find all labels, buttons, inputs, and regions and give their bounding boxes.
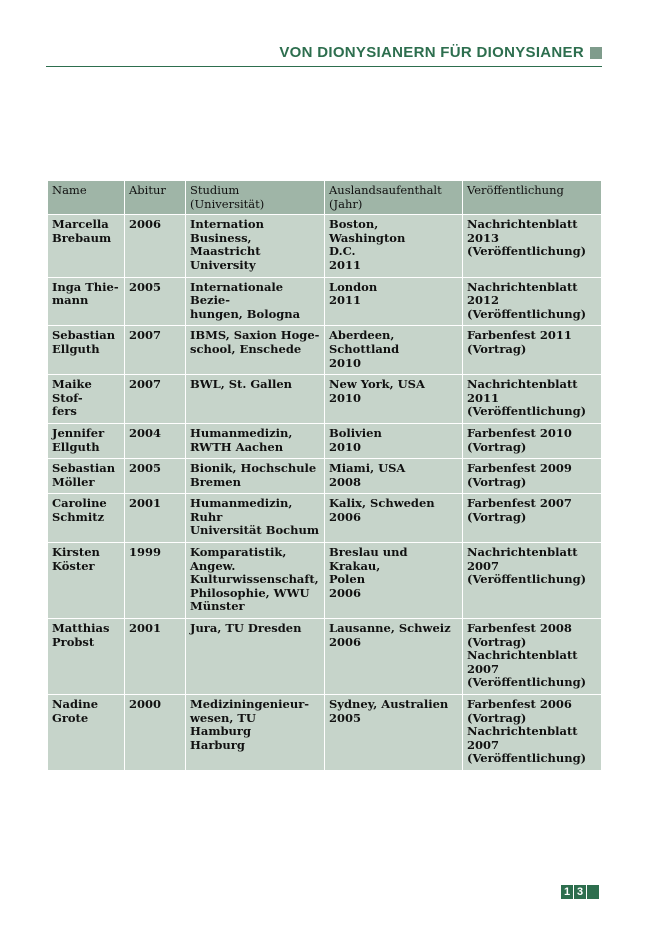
cell-name: Kirsten Köster xyxy=(48,543,125,619)
column-header-name: Name xyxy=(48,181,125,215)
cell-veroeffentlichung: Nachrichtenblatt 2007 (Veröffentlichung) xyxy=(463,543,602,619)
cell-studium: Komparatistik, Angew. Kulturwissenschaft, Philosophie, WWU Münster xyxy=(186,543,325,619)
cell-auslandsaufenthalt: Bolivien 2010 xyxy=(325,423,463,458)
table-row xyxy=(48,494,602,543)
page-number-marker xyxy=(587,885,599,899)
cell-studium: Jura, TU Dresden xyxy=(186,619,325,695)
cell-name: Caroline Schmitz xyxy=(48,494,125,543)
table-row xyxy=(48,695,602,771)
column-header-veroeffentlichung: Veröffentlichung xyxy=(463,181,602,215)
cell-studium: IBMS, Saxion Hoge- school, Enschede xyxy=(186,326,325,375)
cell-abitur: 2001 xyxy=(125,619,186,695)
table-row xyxy=(48,543,602,619)
cell-abitur: 2000 xyxy=(125,695,186,771)
cell-name: Matthias Probst xyxy=(48,619,125,695)
cell-name: Marcella Brebaum xyxy=(48,215,125,277)
cell-studium: Bionik, Hochschule Bremen xyxy=(186,459,325,494)
cell-veroeffentlichung: Nachrichtenblatt 2012 (Veröffentlichung) xyxy=(463,277,602,326)
cell-abitur: 2005 xyxy=(125,277,186,326)
header-rule xyxy=(46,66,602,67)
table-header-row xyxy=(48,181,602,215)
cell-auslandsaufenthalt: Breslau und Krakau, Polen 2006 xyxy=(325,543,463,619)
table-row xyxy=(48,619,602,695)
cell-name: Nadine Grote xyxy=(48,695,125,771)
table-row xyxy=(48,277,602,326)
header-title: VON DIONYSIANERN FÜR DIONYSIANER xyxy=(279,44,584,61)
cell-abitur: 2005 xyxy=(125,459,186,494)
cell-name: Inga Thie- mann xyxy=(48,277,125,326)
cell-name: Sebastian Ellguth xyxy=(48,326,125,375)
cell-studium: Mediziningenieur- wesen, TU Hamburg Harburg xyxy=(186,695,325,771)
header-square-marker xyxy=(590,47,602,59)
cell-auslandsaufenthalt: Boston, Washington D.C. 2011 xyxy=(325,215,463,277)
cell-studium: Internation Business, Maastricht University xyxy=(186,215,325,277)
table-row xyxy=(48,326,602,375)
cell-studium: BWL, St. Gallen xyxy=(186,375,325,424)
cell-abitur: 2007 xyxy=(125,375,186,424)
cell-abitur: 2007 xyxy=(125,326,186,375)
column-header-studium: Studium (Universität) xyxy=(186,181,325,215)
page-digit: 3 xyxy=(574,885,586,899)
table-row xyxy=(48,423,602,458)
running-header xyxy=(46,44,602,66)
cell-auslandsaufenthalt: Sydney, Australien 2005 xyxy=(325,695,463,771)
cell-veroeffentlichung: Farbenfest 2010 (Vortrag) xyxy=(463,423,602,458)
table-row xyxy=(48,215,602,277)
cell-abitur: 1999 xyxy=(125,543,186,619)
cell-studium: Humanmedizin, Ruhr Universität Bochum xyxy=(186,494,325,543)
cell-auslandsaufenthalt: Lausanne, Schweiz 2006 xyxy=(325,619,463,695)
cell-name: Sebastian Möller xyxy=(48,459,125,494)
cell-veroeffentlichung: Farbenfest 2008 (Vortrag) Nachrichtenblatt 2007 (Veröffentlichung) xyxy=(463,619,602,695)
cell-name: Jennifer Ellguth xyxy=(48,423,125,458)
cell-abitur: 2004 xyxy=(125,423,186,458)
cell-auslandsaufenthalt: Kalix, Schweden 2006 xyxy=(325,494,463,543)
alumni-table xyxy=(47,180,602,771)
cell-veroeffentlichung: Nachrichtenblatt 2011 (Veröffentlichung) xyxy=(463,375,602,424)
page-digit: 1 xyxy=(561,885,573,899)
table-row xyxy=(48,375,602,424)
cell-veroeffentlichung: Farbenfest 2009 (Vortrag) xyxy=(463,459,602,494)
page-number xyxy=(561,885,599,899)
cell-auslandsaufenthalt: New York, USA 2010 xyxy=(325,375,463,424)
column-header-auslandsaufenthalt: Auslandsaufenthalt (Jahr) xyxy=(325,181,463,215)
cell-abitur: 2001 xyxy=(125,494,186,543)
column-header-abitur: Abitur xyxy=(125,181,186,215)
cell-auslandsaufenthalt: Aberdeen, Schottland 2010 xyxy=(325,326,463,375)
cell-veroeffentlichung: Farbenfest 2006 (Vortrag) Nachrichtenblatt 2007 (Veröffentlichung) xyxy=(463,695,602,771)
cell-abitur: 2006 xyxy=(125,215,186,277)
cell-veroeffentlichung: Nachrichtenblatt 2013 (Veröffentlichung) xyxy=(463,215,602,277)
table-row xyxy=(48,459,602,494)
cell-studium: Internationale Bezie- hungen, Bologna xyxy=(186,277,325,326)
cell-auslandsaufenthalt: London 2011 xyxy=(325,277,463,326)
cell-studium: Humanmedizin, RWTH Aachen xyxy=(186,423,325,458)
cell-auslandsaufenthalt: Miami, USA 2008 xyxy=(325,459,463,494)
cell-veroeffentlichung: Farbenfest 2011 (Vortrag) xyxy=(463,326,602,375)
cell-veroeffentlichung: Farbenfest 2007 (Vortrag) xyxy=(463,494,602,543)
cell-name: Maike Stof- fers xyxy=(48,375,125,424)
